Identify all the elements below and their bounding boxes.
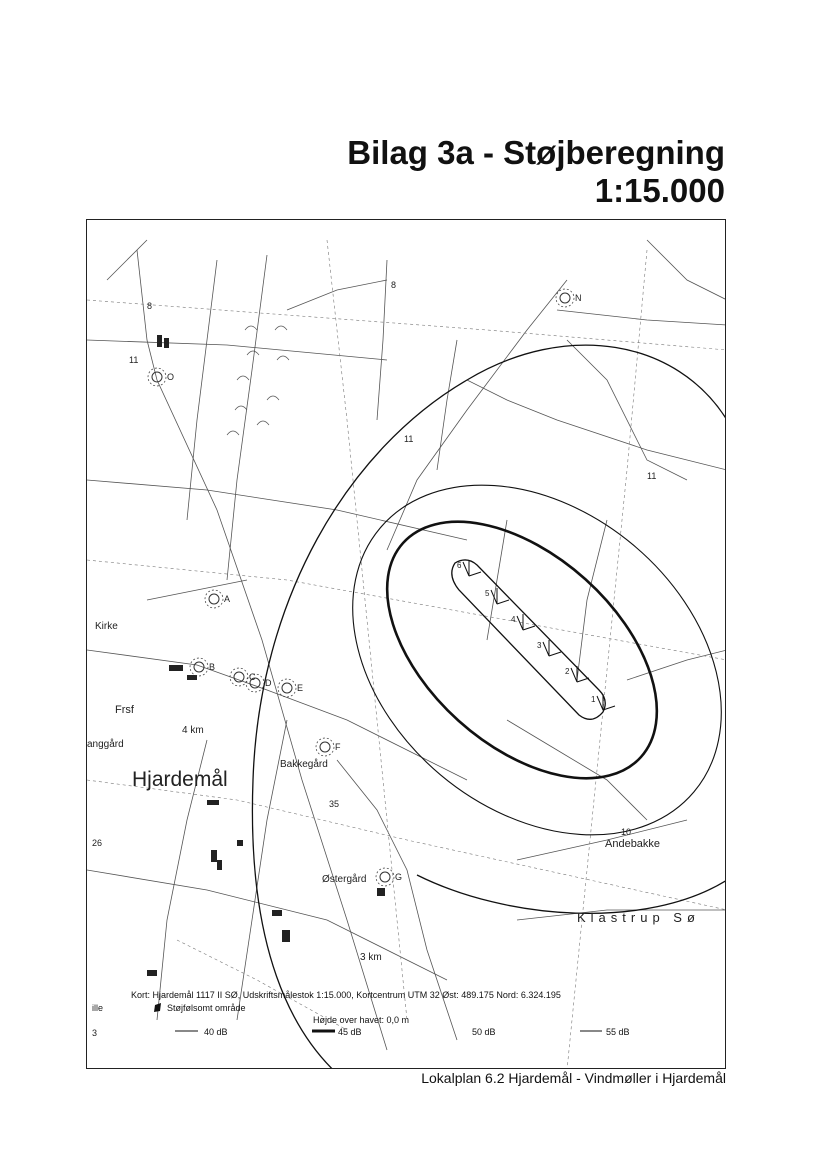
turbine-5 xyxy=(485,588,509,604)
legend-height: Højde over havet: 0,0 m xyxy=(313,1015,410,1025)
document-footer: Lokalplan 6.2 Hjardemål - Vindmøller i Hjardemål xyxy=(421,1070,726,1086)
label-num-10: 10 xyxy=(621,827,632,837)
turbine-label: 1 xyxy=(591,695,596,704)
contour-40db xyxy=(252,345,726,1069)
turbine-symbol xyxy=(571,666,589,682)
receptor-g xyxy=(376,868,402,886)
map-linework xyxy=(87,240,726,1050)
document-title xyxy=(347,134,725,210)
sensitive-area-symbol xyxy=(154,1003,161,1012)
turbine-label: 3 xyxy=(537,641,542,650)
title-line-1: Bilag 3a - Støjberegning xyxy=(347,134,725,171)
receptor-ring xyxy=(316,738,334,756)
contour-45db xyxy=(340,472,705,827)
legend-50db: 50 dB xyxy=(472,1027,496,1037)
receptor-ring xyxy=(234,672,244,682)
receptor-o xyxy=(148,368,174,386)
noise-map xyxy=(87,220,726,1069)
label-4km: 4 km xyxy=(182,725,204,736)
label-num-11b: 11 xyxy=(404,434,414,444)
contour-40db-lower xyxy=(417,875,726,913)
turbine-label: 4 xyxy=(511,615,516,624)
receptor-ring xyxy=(205,590,223,608)
label-3km: 3 km xyxy=(360,952,382,963)
label-langgard: anggård xyxy=(87,739,124,750)
label-num-8b: 8 xyxy=(147,301,153,311)
turbine-6 xyxy=(457,560,481,576)
label-num-35: 35 xyxy=(329,799,340,809)
receptor-label: F xyxy=(335,742,341,752)
label-frsf: Frsf xyxy=(115,704,134,716)
receptor-a xyxy=(205,590,230,608)
map-frame xyxy=(86,219,726,1069)
label-klastrup: Klastrup Sø xyxy=(577,910,700,925)
receptor-ring xyxy=(209,594,219,604)
receptor-ring xyxy=(278,679,296,697)
label-ille: ille xyxy=(92,1003,104,1013)
label-andebakke: Andebakke xyxy=(605,838,661,850)
legend-source: Kort: Hjardemål 1117 II SØ, Udskriftsmålestok 1:15.000, Kortcentrum UTM 32 Øst: 489.175 Nord: 6.324.195 xyxy=(131,990,561,1000)
label-num-3: 3 xyxy=(92,1028,98,1038)
label-ostergard: Østergård xyxy=(322,874,367,885)
receptor-label: E xyxy=(297,683,304,693)
turbine-1 xyxy=(591,694,615,710)
receptor-layer xyxy=(148,289,582,886)
receptor-ring xyxy=(148,368,166,386)
label-num-11c: 11 xyxy=(647,471,657,481)
receptor-c xyxy=(230,668,256,686)
legend-55db: 55 dB xyxy=(606,1027,630,1037)
legend-sensitive-area: Støjfølsomt område xyxy=(167,1003,246,1013)
turbine-label: 5 xyxy=(485,589,490,598)
label-kirke: Kirke xyxy=(95,621,118,632)
town-label: Hjardemål xyxy=(132,768,228,791)
receptor-label: C xyxy=(249,672,256,682)
receptor-ring xyxy=(380,872,390,882)
legend xyxy=(131,990,630,1037)
noise-contours xyxy=(252,345,726,1069)
label-num-8: 8 xyxy=(391,280,397,290)
turbine-symbol xyxy=(463,560,481,576)
receptor-label: A xyxy=(224,594,231,604)
receptor-f xyxy=(316,738,341,756)
receptor-label: O xyxy=(167,372,175,382)
receptor-label: N xyxy=(575,293,582,303)
legend-45db: 45 dB xyxy=(338,1027,362,1037)
receptor-label: D xyxy=(265,678,272,688)
turbine-2 xyxy=(565,666,589,682)
label-num-26: 26 xyxy=(92,838,103,848)
hill-symbols xyxy=(227,326,289,435)
receptor-ring xyxy=(320,742,330,752)
label-bakkegard: Bakkegård xyxy=(280,759,328,770)
receptor-ring xyxy=(556,289,574,307)
receptor-label: B xyxy=(209,662,216,672)
title-scale: 1:15.000 xyxy=(594,172,725,209)
receptor-ring xyxy=(282,683,292,693)
legend-40db: 40 dB xyxy=(204,1027,228,1037)
turbine-label: 6 xyxy=(457,561,462,570)
receptor-ring xyxy=(230,668,248,686)
turbine-symbol xyxy=(597,694,615,710)
turbine-4 xyxy=(511,614,535,630)
receptor-ring xyxy=(376,868,394,886)
label-num-11a: 11 xyxy=(129,355,139,365)
turbine-label: 2 xyxy=(565,667,570,676)
receptor-ring xyxy=(560,293,570,303)
receptor-label: G xyxy=(395,872,403,882)
receptor-e xyxy=(278,679,303,697)
receptor-ring xyxy=(190,658,208,676)
receptor-n xyxy=(556,289,582,307)
